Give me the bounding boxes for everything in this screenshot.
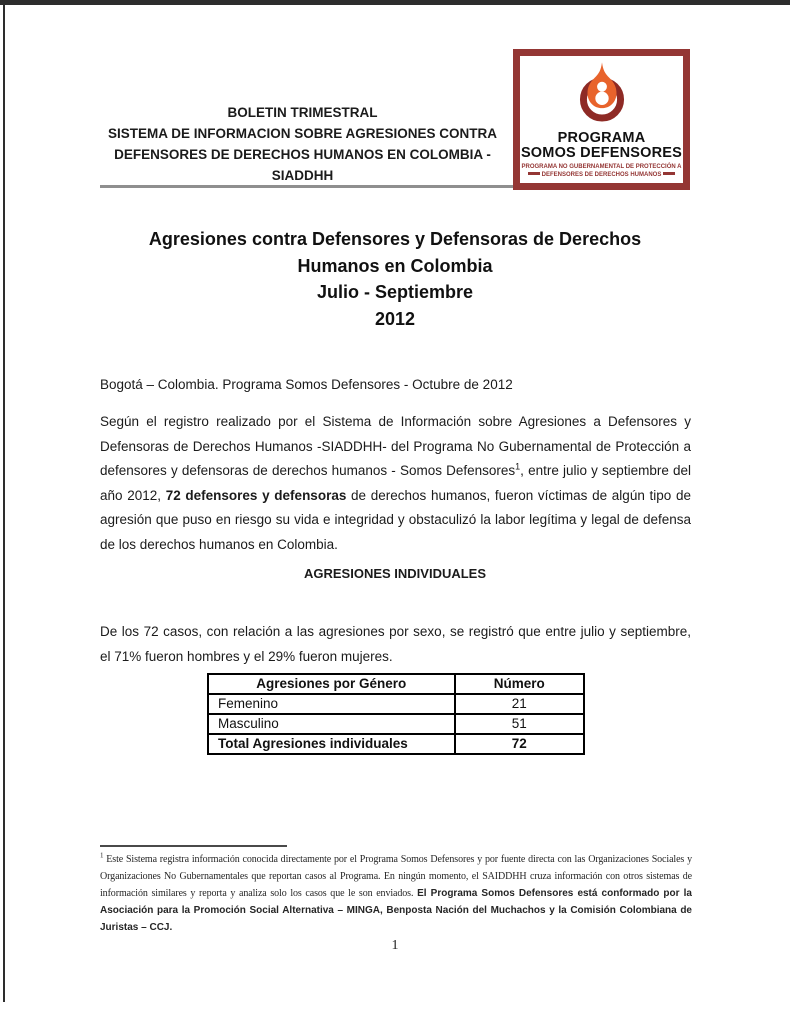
page-number: 1	[391, 938, 399, 953]
title-line: Agresiones contra Defensores y Defensoras de Derechos	[148, 229, 642, 249]
gender-table	[207, 673, 585, 755]
document-title	[100, 226, 690, 332]
gender-paragraph: De los 72 casos, con relación a las agresiones por sexo, se registró que entre julio y septiembre, el 71% fueron hombres y el 29% fueron mujeres.	[100, 624, 691, 664]
footnote-reference: 1	[515, 461, 521, 472]
logo-tagline-line2: DEFENSORES DE DERECHOS HUMANOS	[520, 172, 683, 180]
footnote-bold-part: El Programa Somos Defensores está conformado por la Asociación para la Promoción Social Alternativa – MINGA, Benposta Nación del Muchachos y la Comisión Colombiana de Juristas – CCJ.	[100, 888, 692, 933]
title-line: 2012	[374, 308, 416, 329]
table-total-row: Total Agresiones individuales 72	[208, 734, 584, 754]
title-line: Julio - Septiembre	[316, 282, 474, 302]
page-left-border	[3, 0, 5, 1002]
logo-tagline	[520, 164, 683, 179]
header-line: DEFENSORES DE DERECHOS HUMANOS EN COLOMBIA -	[114, 147, 491, 162]
logo-tagline-line1: PROGRAMA NO GUBERNAMENTAL DE PROTECCIÓN A	[521, 164, 682, 170]
table-row: Masculino 51	[208, 714, 584, 734]
footnote: $^1$ Este Sistema registra información conocida directamente por el Programa Somos Defensores y por fuente directa con las Organizaciones Sociales y Organizaciones No Gubernamentales que reportan casos al Programa. En ningún momento, el SAIDDHH cruza información con otros sistemas de información similares y reporta y analiza solo los casos que le son enviados. El Programa Somos Defensores está conformado por la Asociación para la Promoción Social Alternativa – MINGA, Benposta Nación del Muchachos y la Comisión Colombiana de Juristas – CCJ.	[100, 851, 692, 933]
table-header-number: Número	[455, 674, 584, 694]
page-top-border	[0, 0, 790, 5]
title-line: Humanos en Colombia	[297, 255, 493, 276]
bulletin-header	[100, 102, 505, 186]
table-header-gender: Agresiones por Género	[208, 674, 455, 694]
tagline-bar-right	[663, 172, 675, 175]
somos-defensores-logo	[513, 49, 690, 190]
header-line: SIADDHH	[271, 168, 334, 183]
header-divider	[100, 185, 513, 188]
header-line: BOLETIN TRIMESTRAL	[227, 105, 378, 120]
section-heading: AGRESIONES INDIVIDUALES	[303, 566, 487, 581]
footnote-marker: 1	[100, 851, 104, 860]
logo-name-line2: SOMOS DEFENSORES	[520, 145, 683, 161]
footnote-divider	[100, 845, 287, 847]
flame-drop-icon	[573, 61, 631, 131]
logo-name-line1: PROGRAMA	[557, 130, 646, 146]
bold-count: 72 defensores y defensoras	[165, 487, 347, 503]
table-header-row	[208, 674, 584, 694]
intro-paragraph: Según el registro realizado por el Sistema de Información sobre Agresiones a Defensores y Defensoras de Derechos Humanos -SIADDHH- del Programa No Gubernamental de Protección a defensores y defensoras de derechos humanos - Somos Defensores$^1$, entre julio y septiembre del año 2012, 72 defensores y defensoras de derechos humanos, fueron víctimas de algún tipo de agresión que puso en riesgo su vida e integridad y obstaculizó la labor legítima y legal de defensa de los derechos humanos en Colombia.	[100, 414, 691, 552]
dateline: Bogotá – Colombia. Programa Somos Defensores - Octubre de 2012	[100, 377, 513, 392]
tagline-bar-left	[528, 172, 540, 175]
header-line: SISTEMA DE INFORMACION SOBRE AGRESIONES CONTRA	[107, 126, 498, 141]
table-row: Femenino 21	[208, 694, 584, 714]
